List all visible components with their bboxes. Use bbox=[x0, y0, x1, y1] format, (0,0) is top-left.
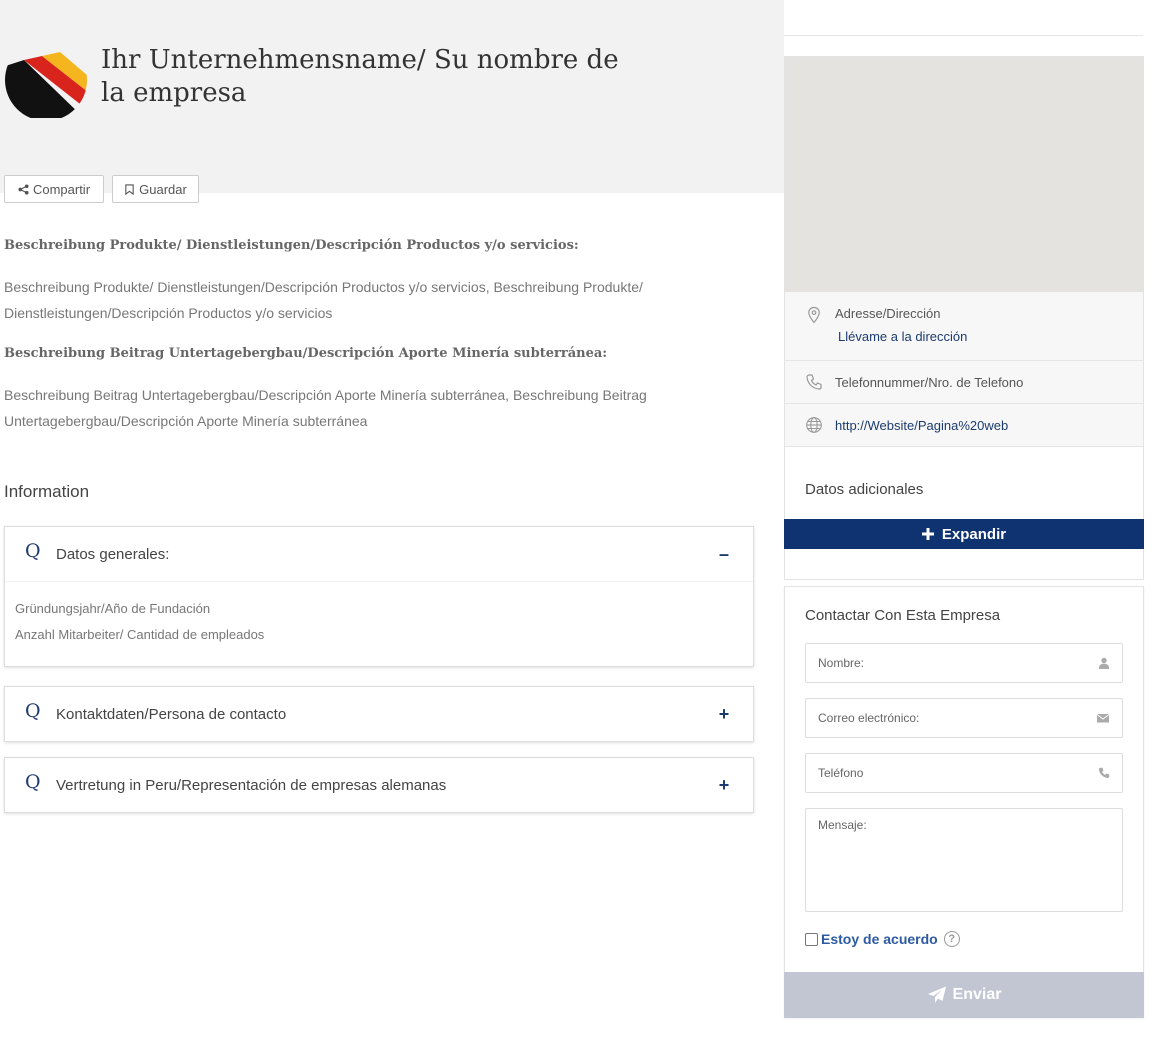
additional-data-heading: Datos adicionales bbox=[805, 480, 924, 498]
share-button[interactable] bbox=[4, 175, 104, 203]
share-label: Compartir bbox=[32, 181, 91, 197]
send-button[interactable] bbox=[784, 972, 1144, 1018]
phone-number: Telefonnummer/Nro. de Telefono bbox=[835, 374, 1024, 390]
expand-button[interactable] bbox=[784, 519, 1144, 549]
expand-label: Expandir bbox=[941, 525, 1007, 543]
accordion-representacion bbox=[4, 757, 754, 813]
q-icon: Q bbox=[25, 540, 41, 562]
phone-field[interactable] bbox=[805, 753, 1123, 793]
collapse-icon[interactable]: – bbox=[718, 543, 729, 564]
q-icon: Q bbox=[25, 771, 41, 793]
user-icon bbox=[1098, 657, 1110, 669]
email-field[interactable] bbox=[805, 698, 1123, 738]
address-row bbox=[785, 292, 1143, 361]
help-icon[interactable]: ? bbox=[944, 931, 960, 947]
share-icon bbox=[18, 184, 29, 195]
envelope-icon bbox=[1096, 712, 1110, 724]
name-placeholder: Nombre: bbox=[818, 656, 865, 670]
map[interactable] bbox=[785, 57, 1143, 292]
products-text: Beschreibung Produkte/ Dienstleistungen/Descripción Productos y/o servicios, Beschreibung Produkte/ Dienstleistungen/Descripción Productos y/o servicios bbox=[4, 279, 643, 321]
contact-form-title: Contactar Con Esta Empresa bbox=[805, 607, 1001, 624]
contact-form bbox=[784, 586, 1144, 1018]
phone-placeholder: Teléfono bbox=[818, 766, 864, 780]
message-placeholder: Mensaje: bbox=[818, 818, 867, 832]
message-field[interactable] bbox=[805, 808, 1123, 912]
bookmark-icon bbox=[124, 184, 135, 195]
globe-icon bbox=[805, 416, 823, 434]
accordion-contacto bbox=[4, 686, 754, 742]
accordion-header[interactable] bbox=[5, 687, 753, 741]
save-label: Guardar bbox=[139, 181, 187, 197]
map-pin-icon bbox=[805, 306, 823, 324]
accordion-header[interactable] bbox=[5, 527, 753, 581]
agree-label[interactable]: Estoy de acuerdo bbox=[821, 931, 938, 947]
accordion-title: Kontaktdaten/Persona de contacto bbox=[56, 705, 287, 723]
send-label: Enviar bbox=[952, 986, 1002, 1003]
employee-count-label: Anzahl Mitarbeiter/ Cantidad de empleados bbox=[15, 627, 265, 642]
expand-icon[interactable]: + bbox=[718, 703, 730, 724]
accordion-body bbox=[5, 581, 753, 666]
founding-year-label: Gründungsjahr/Año de Fundación bbox=[15, 601, 211, 616]
website-link[interactable]: http://Website/Pagina%20web bbox=[835, 417, 1009, 433]
mining-heading: Beschreibung Beitrag Untertagebergbau/Descripción Aporte Minería subterránea: bbox=[4, 346, 608, 361]
address-label: Adresse/Dirección bbox=[835, 306, 941, 321]
company-info-card bbox=[784, 56, 1144, 580]
accordion-title: Datos generales: bbox=[56, 545, 170, 563]
agreement bbox=[805, 931, 960, 947]
accordion-title: Vertretung in Peru/Representación de empresas alemanas bbox=[56, 776, 447, 794]
agree-checkbox[interactable] bbox=[805, 933, 818, 946]
directions-link[interactable]: Llévame a la dirección bbox=[838, 329, 968, 344]
paper-plane-icon bbox=[927, 986, 947, 1004]
accordion-datos-generales bbox=[4, 526, 754, 667]
company-logo bbox=[4, 38, 88, 118]
phone-row bbox=[785, 361, 1143, 404]
information-heading: Information bbox=[4, 482, 90, 501]
plus-icon bbox=[922, 528, 934, 540]
email-placeholder: Correo electrónico: bbox=[818, 711, 920, 725]
accordion-header[interactable] bbox=[5, 758, 753, 812]
save-button[interactable] bbox=[112, 175, 199, 203]
sidebar-divider bbox=[784, 35, 1143, 36]
q-icon: Q bbox=[25, 700, 41, 722]
name-field[interactable] bbox=[805, 643, 1123, 683]
phone-icon bbox=[805, 373, 823, 391]
company-name: Ihr Unternehmensname/ Su nombre de la empresa bbox=[101, 45, 619, 108]
website-row bbox=[785, 404, 1143, 447]
phone-icon bbox=[1098, 767, 1110, 779]
mining-text: Beschreibung Beitrag Untertagebergbau/Descripción Aporte Minería subterránea, Beschreibung Beitrag Untertagebergbau/Descripción Aporte Minería subterránea bbox=[4, 387, 647, 429]
expand-icon[interactable]: + bbox=[718, 774, 730, 795]
products-heading: Beschreibung Produkte/ Dienstleistungen/Descripción Productos y/o servicios: bbox=[4, 238, 579, 253]
